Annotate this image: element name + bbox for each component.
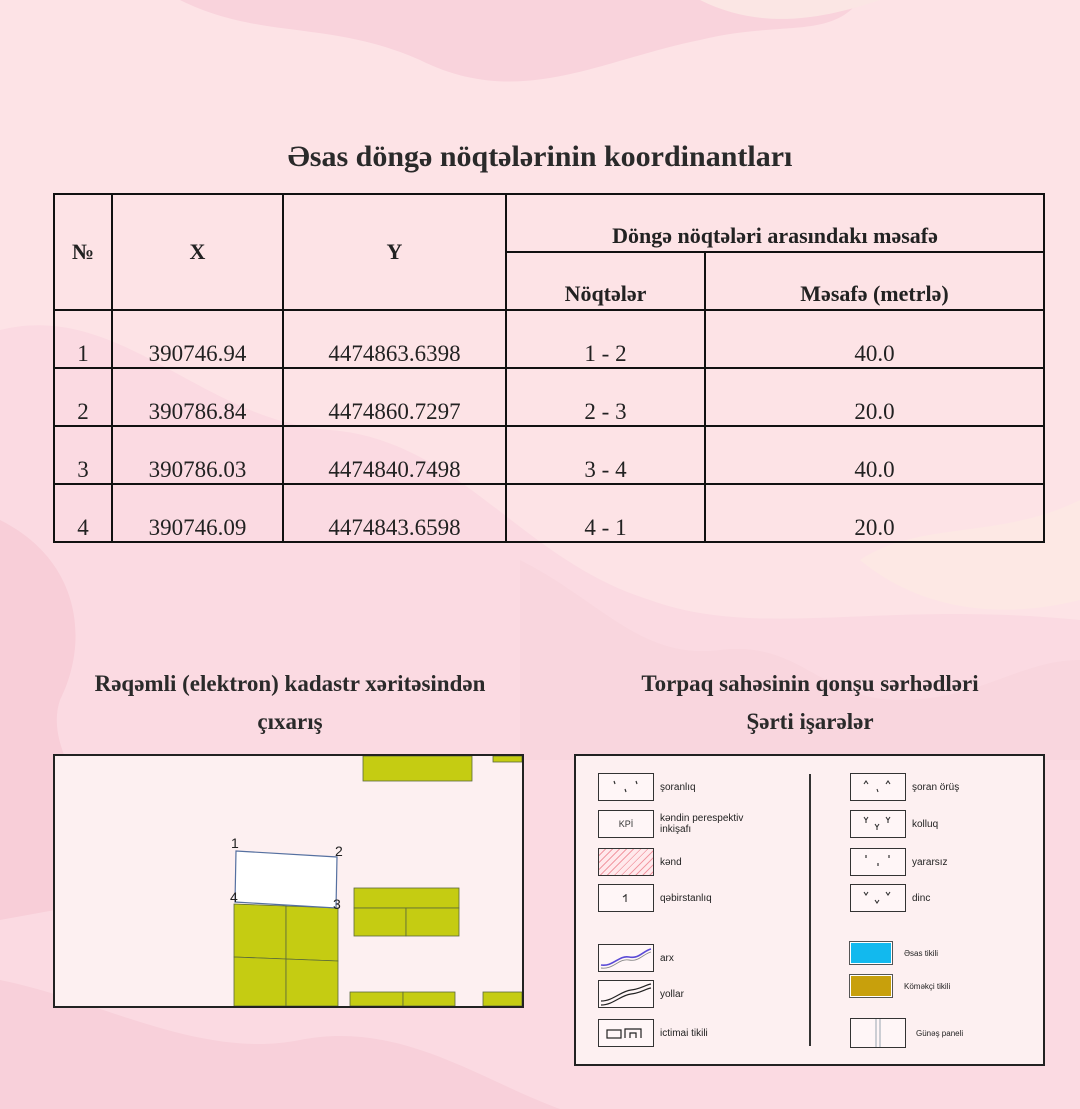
cell-y: 4474863.6398 (283, 310, 506, 368)
neighbor-parcel (363, 756, 472, 781)
header-distance: Məsafə (metrlə) (705, 252, 1044, 310)
cell-x: 390746.94 (112, 310, 283, 368)
legend-item-arx (598, 944, 674, 972)
header-no: № (54, 194, 112, 310)
legend-label: yararsız (912, 856, 948, 868)
auxiliary-building-swatch (850, 975, 892, 997)
cell-no: 4 (54, 484, 112, 542)
cell-points: 2 - 3 (506, 368, 705, 426)
public-building-icon (598, 1019, 654, 1047)
legend-label: kolluq (912, 818, 939, 830)
cell-no: 3 (54, 426, 112, 484)
legend-label: şoran örüş (912, 781, 960, 793)
legend-label: yollar (660, 988, 684, 1000)
header-y: Y (283, 194, 506, 310)
legend-item-yararsiz (850, 848, 948, 876)
legend-label: ictimai tikili (660, 1027, 708, 1039)
page-title: Əsas döngə nöqtələrinin koordinantları (287, 140, 793, 173)
cell-x: 390746.09 (112, 484, 283, 542)
legend-title-line1: Torpaq sahəsinin qonşu sərhədləri (641, 671, 979, 696)
neighbor-parcel (493, 756, 522, 762)
saline-pasture-icon (850, 773, 906, 801)
cell-no: 1 (54, 310, 112, 368)
point-label-1: 1 (231, 835, 239, 851)
table-row (54, 484, 1044, 542)
legend-label: qəbirstanlıq (660, 892, 712, 904)
coordinates-table (53, 193, 1045, 543)
neighbor-parcel (483, 992, 522, 1006)
main-building-swatch (850, 942, 892, 964)
point-label-2: 2 (335, 843, 343, 859)
legend-item-ictimai-tikili (598, 1019, 708, 1047)
village-hatch-icon (598, 848, 654, 876)
legend-box (574, 754, 1045, 1066)
cell-points: 1 - 2 (506, 310, 705, 368)
legend-label: kənd (660, 856, 682, 868)
road-icon (598, 980, 654, 1008)
legend-section-title (560, 665, 1060, 741)
cadastral-map-drawing (55, 756, 522, 1006)
unusable-land-icon (850, 848, 906, 876)
neighbor-parcel (286, 959, 338, 1006)
neighbor-parcel (354, 888, 459, 908)
cell-distance: 40.0 (705, 426, 1044, 484)
header-points: Nöqtələr (506, 252, 705, 310)
cell-y: 4474843.6598 (283, 484, 506, 542)
table-row (54, 310, 1044, 368)
legend-item-dinc (850, 884, 930, 912)
cell-points: 3 - 4 (506, 426, 705, 484)
cell-distance: 40.0 (705, 310, 1044, 368)
legend-title-line2: Şərti işarələr (746, 709, 874, 734)
legend-label: Əsas tikili (904, 948, 939, 958)
cadastral-map (53, 754, 524, 1008)
legend-item-yollar (598, 980, 684, 1008)
neighbor-parcel (403, 992, 455, 1006)
legend-item-qebirstanliq (598, 884, 712, 912)
legend-label: arx (660, 952, 674, 964)
cell-x: 390786.03 (112, 426, 283, 484)
cell-points: 4 - 1 (506, 484, 705, 542)
legend-item-kpi (598, 810, 770, 838)
shrub-icon (850, 810, 906, 838)
neighbor-parcel (234, 904, 286, 959)
neighbor-parcel (234, 957, 286, 1006)
fallow-land-icon (850, 884, 906, 912)
map-title-line1: Rəqəmli (elektron) kadastr xəritəsindən (94, 671, 486, 696)
subject-parcel (235, 851, 337, 908)
legend-item-gunes-paneli (850, 1018, 963, 1048)
legend-divider (809, 774, 811, 1046)
legend-item-soran-orus (850, 773, 959, 801)
point-label-3: 3 (333, 896, 341, 912)
cemetery-icon (598, 884, 654, 912)
village-development-icon (598, 810, 654, 838)
legend-item-esas-tikili (850, 942, 938, 964)
header-distance-group: Döngə nöqtələri arasındakı məsafə (506, 194, 1044, 252)
map-title-line2: çıxarış (257, 709, 323, 734)
saline-soil-icon (598, 773, 654, 801)
kpi-symbol-text: KPİ (618, 819, 634, 829)
neighbor-parcel (354, 908, 406, 936)
neighbor-parcel (406, 908, 459, 936)
table-row (54, 426, 1044, 484)
cell-distance: 20.0 (705, 484, 1044, 542)
legend-label: kəndin perespektiv inkişafı (660, 813, 744, 835)
legend-item-kolluq (850, 810, 938, 838)
point-label-4: 4 (230, 889, 238, 905)
header-x: X (112, 194, 283, 310)
legend-label: dinc (912, 892, 931, 904)
legend-label: Köməkçi tikili (904, 981, 951, 991)
cell-no: 2 (54, 368, 112, 426)
cell-y: 4474840.7498 (283, 426, 506, 484)
cell-x: 390786.84 (112, 368, 283, 426)
legend-item-komekci-tikili (850, 975, 950, 997)
neighbor-parcel (286, 906, 338, 961)
legend-label: Günəş paneli (916, 1028, 964, 1038)
solar-panel-icon (850, 1018, 906, 1048)
map-section-title (40, 665, 540, 741)
table-row (54, 368, 1044, 426)
canal-icon (598, 944, 654, 972)
legend-item-kend (598, 848, 682, 876)
neighbor-parcel (350, 992, 403, 1006)
legend-label: şoranlıq (660, 781, 696, 793)
cell-y: 4474860.7297 (283, 368, 506, 426)
cell-distance: 20.0 (705, 368, 1044, 426)
legend-item-soranliq (598, 773, 696, 801)
